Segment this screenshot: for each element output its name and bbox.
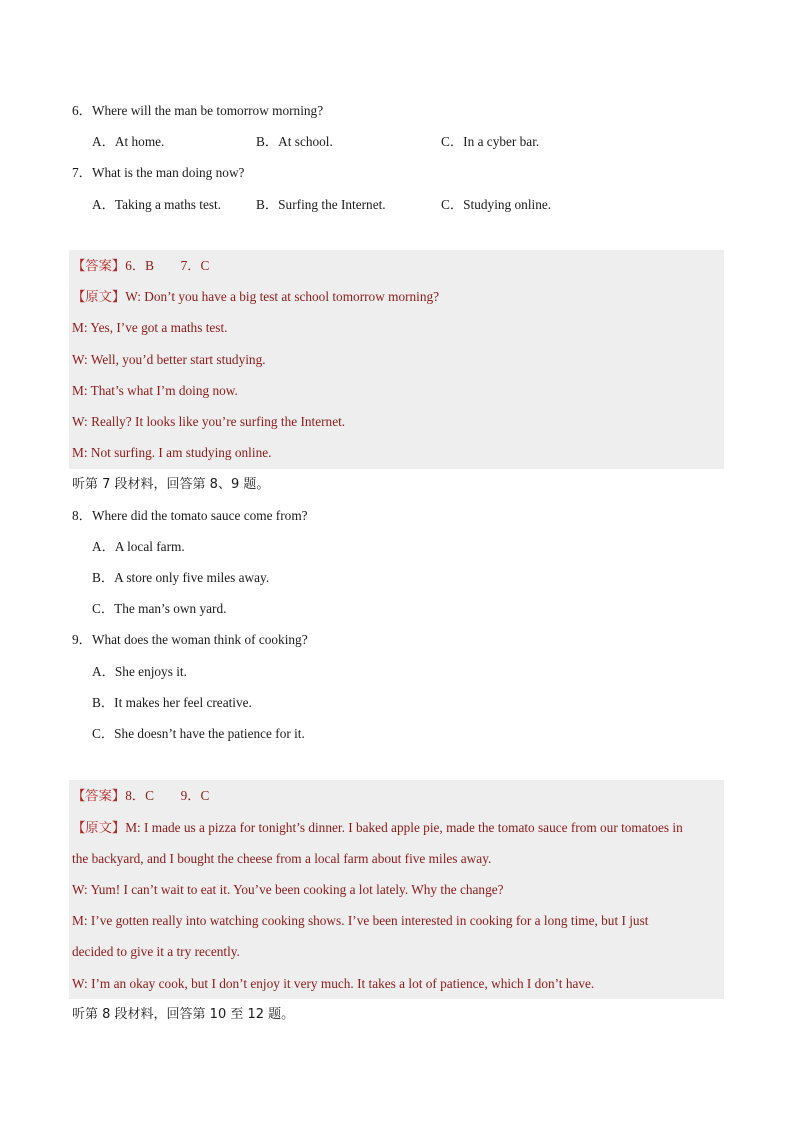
script-label: 【原文】	[72, 289, 126, 304]
answer-line-1	[72, 257, 722, 275]
question-7-stem: 7．What is the man doing now?	[72, 165, 245, 180]
option-b: B．At school.	[256, 134, 333, 149]
script-line: the backyard, and I bought the cheese from a local farm about five miles away.	[72, 851, 492, 866]
question-8-stem: 8．Where did the tomato sauce come from?	[72, 508, 308, 523]
option-c: C．The man’s own yard.	[92, 601, 227, 616]
option-b: B．It makes her feel creative.	[92, 695, 252, 710]
script-text: M: I made us a pizza for tonight’s dinner. I baked apple pie, made the tomato sauce from our tomatoes in	[125, 820, 683, 835]
answer-label: 【答案】	[72, 258, 126, 273]
script-line: M: I’ve gotten really into watching cooking shows. I’ve been interested in cooking for a long time, but I just	[72, 913, 649, 928]
script-line: M: Not surfing. I am studying online.	[72, 445, 272, 460]
script-line: W: Yum! I can’t wait to eat it. You’ve been cooking a lot lately. Why the change?	[72, 882, 504, 897]
answer-label: 【答案】	[72, 788, 126, 803]
answer-text: 8．C 9．C	[125, 788, 210, 803]
question-9-stem: 9．What does the woman think of cooking?	[72, 632, 308, 647]
option-b: B．Surfing the Internet.	[256, 197, 386, 212]
script-line: M: That’s what I’m doing now.	[72, 383, 238, 398]
script-line	[72, 288, 722, 306]
answer-text: 6．B 7．C	[125, 258, 210, 273]
option-c: C．Studying online.	[441, 197, 552, 212]
script-label: 【原文】	[72, 820, 126, 835]
script-line: M: Yes, I’ve got a maths test.	[72, 320, 228, 335]
section-intro: 听第 8 段材料，回答第 10 至 12 题。	[72, 1007, 295, 1022]
option-c: C．She doesn’t have the patience for it.	[92, 726, 305, 741]
option-b: B．A store only five miles away.	[92, 570, 270, 585]
script-text: W: Don’t you have a big test at school tomorrow morning?	[125, 289, 440, 304]
option-a: A．At home.	[92, 134, 165, 149]
option-a: A．She enjoys it.	[92, 664, 187, 679]
script-line: decided to give it a try recently.	[72, 944, 240, 959]
script-line: W: Really? It looks like you’re surfing the Internet.	[72, 414, 346, 429]
option-a: A．A local farm.	[92, 539, 185, 554]
script-line: W: Well, you’d better start studying.	[72, 352, 266, 367]
section-intro: 听第 7 段材料，回答第 8、9 题。	[72, 477, 270, 492]
question-6-stem: 6．Where will the man be tomorrow morning?	[72, 103, 324, 118]
option-c: C．In a cyber bar.	[441, 134, 540, 149]
answer-line-2	[72, 787, 722, 805]
script-line: W: I’m an okay cook, but I don’t enjoy it very much. It takes a lot of patience, which I don’t have.	[72, 976, 595, 991]
script-line	[72, 819, 722, 837]
option-a: A．Taking a maths test.	[92, 197, 222, 212]
